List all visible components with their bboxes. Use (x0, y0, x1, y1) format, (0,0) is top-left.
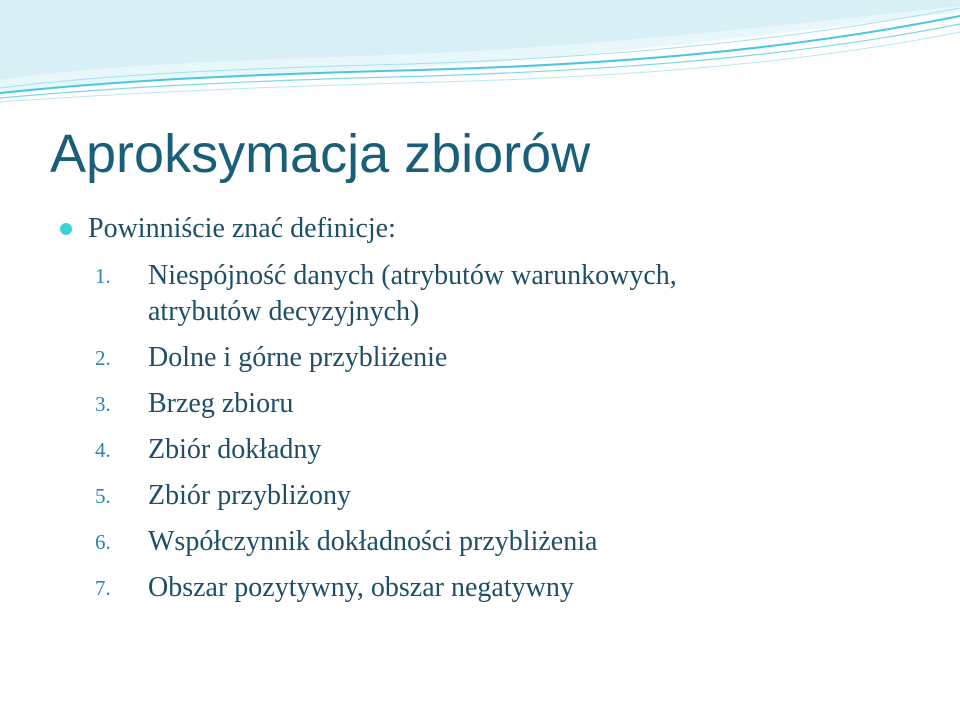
list-item-7-text: Obszar pozytywny, obszar negatywny (148, 572, 574, 603)
list-item-5 (0, 478, 960, 514)
list-item-1-line-1: Niespójność danych (atrybutów warunkowych, (148, 260, 677, 291)
list-item-6 (0, 524, 960, 560)
intro-bullet-text: Powinniście znać definicje: (88, 213, 396, 244)
header-wave-decoration (0, 0, 960, 110)
slide-title: Aproksymacja zbiorów (50, 124, 591, 184)
definitions-list (0, 258, 960, 616)
list-item-1 (0, 258, 960, 330)
list-number-1: 1. (95, 264, 111, 288)
list-item-1-line-2: atrybutów decyzyjnych) (148, 296, 420, 327)
list-number-3: 3. (95, 392, 111, 416)
list-item-7 (0, 570, 960, 606)
list-number-4: 4. (95, 438, 111, 462)
list-item-5-text: Zbiór przybliżony (148, 480, 351, 511)
intro-bullet (60, 211, 396, 247)
list-item-3-text: Brzeg zbioru (148, 388, 294, 419)
bullet-dot-icon (60, 223, 72, 235)
list-item-3 (0, 386, 960, 422)
list-number-6: 6. (95, 530, 111, 554)
list-item-2-text: Dolne i górne przybliżenie (148, 342, 448, 373)
list-item-4 (0, 432, 960, 468)
list-number-7: 7. (95, 576, 111, 600)
list-number-2: 2. (95, 346, 111, 370)
list-number-5: 5. (95, 484, 111, 508)
list-item-6-text: Współczynnik dokładności przybliżenia (148, 526, 598, 557)
list-item-2 (0, 340, 960, 376)
list-item-4-text: Zbiór dokładny (148, 434, 322, 465)
